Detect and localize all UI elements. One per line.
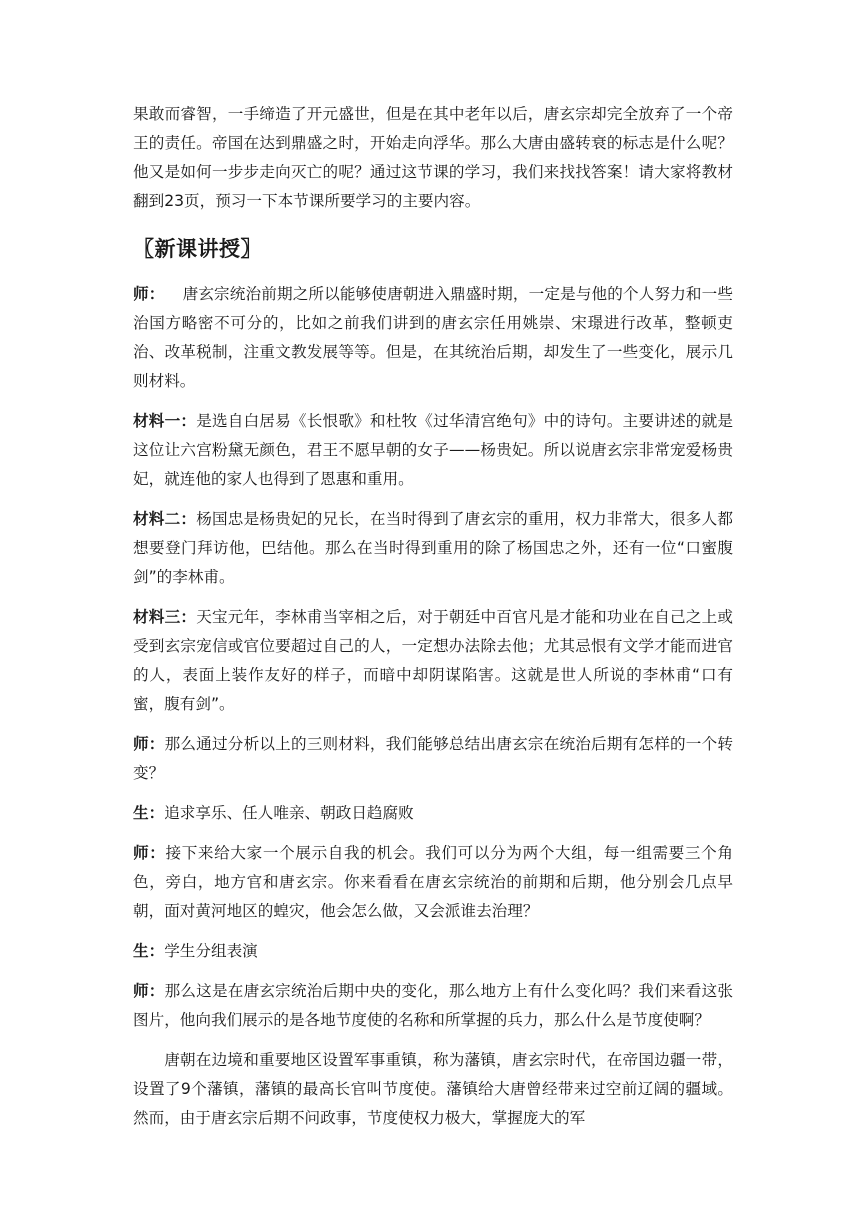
paragraph-text: 追求享乐、任人唯亲、朝政日趋腐败 [164, 804, 414, 822]
closing-paragraph: 唐朝在边境和重要地区设置军事重镇，称为藩镇，唐玄宗时代，在帝国边疆一带，设置了9个藩镇，藩镇的最高长官叫节度使。藩镇给大唐曾经带来过空前辽阔的疆域。然而，由于唐玄宗后期不问政事，节度使权力极大，掌握庞大的军 [133, 1051, 733, 1127]
paragraph-text: 那么这是在唐玄宗统治后期中央的变化，那么地方上有什么变化吗？我们来看这张图片，他向我们展示的是各地节度使的名称和所掌握的兵力，那么什么是节度使啊？ [133, 982, 733, 1029]
teacher-paragraph [133, 977, 733, 1035]
section-heading: 〖新课讲授〗 [133, 237, 262, 261]
speaker-label: 师： [133, 982, 165, 1000]
document-body [133, 100, 733, 1144]
speaker-label: 师： [133, 285, 165, 303]
paragraph-text: 接下来给大家一个展示自我的机会。我们可以分为两个大组，每一组需要三个角色，旁白，地方官和唐玄宗。你来看看在唐玄宗统治的前期和后期，他分别会几点早朝，面对黄河地区的蝗灾，他会怎么做，又会派谁去治理？ [133, 844, 733, 920]
speaker-label: 师： [133, 735, 165, 753]
teacher-paragraph [133, 839, 733, 926]
paragraph-text: 杨国忠是杨贵妃的兄长，在当时得到了唐玄宗的重用，权力非常大，很多人都想要登门拜访他，巴结他。那么在当时得到重用的除了杨国忠之外，还有一位“口蜜腹剑”的李林甫。 [133, 510, 733, 586]
teacher-paragraph [133, 280, 733, 396]
intro-paragraph: 果敢而睿智，一手缔造了开元盛世，但是在其中老年以后，唐玄宗却完全放弃了一个帝王的责任。帝国在达到鼎盛之时，开始走向浮华。那么大唐由盛转衰的标志是什么呢？他又是如何一步步走向灭亡的呢？通过这节课的学习，我们来找找答案！请大家将教材翻到23页，预习一下本节课所要学习的主要内容。 [133, 105, 733, 210]
material-two-paragraph [133, 505, 733, 592]
paragraph-text: 是选自白居易《长恨歌》和杜牧《过华清宫绝句》中的诗句。主要讲述的就是这位让六宫粉黛无颜色，君王不愿早朝的女子——杨贵妃。所以说唐玄宗非常宠爱杨贵妃，就连他的家人也得到了恩惠和重用。 [133, 412, 733, 488]
paragraph-text: 天宝元年，李林甫当宰相之后，对于朝廷中百官凡是才能和功业在自己之上或受到玄宗宠信或官位要超过自己的人，一定想办法除去他；尤其忌恨有文学才能而进官的人，表面上装作友好的样子，而暗中却阴谋陷害。这就是世人所说的李林甫“口有蜜，腹有剑”。 [133, 608, 733, 713]
student-paragraph [133, 799, 733, 828]
speaker-label: 材料一： [133, 412, 197, 430]
speaker-label: 生： [133, 942, 165, 960]
teacher-paragraph [133, 730, 733, 788]
speaker-label: 师： [133, 844, 166, 862]
paragraph-text: 那么通过分析以上的三则材料，我们能够总结出唐玄宗在统治后期有怎样的一个转变？ [133, 735, 733, 782]
material-three-paragraph [133, 603, 733, 719]
speaker-label: 材料三： [133, 608, 197, 626]
paragraph-text: 学生分组表演 [164, 942, 258, 960]
material-one-paragraph [133, 407, 733, 494]
speaker-label: 材料二： [133, 510, 197, 528]
speaker-label: 生： [133, 804, 165, 822]
student-paragraph [133, 937, 733, 966]
paragraph-text: 唐玄宗统治前期之所以能够使唐朝进入鼎盛时期，一定是与他的个人努力和一些治国方略密不可分的，比如之前我们讲到的唐玄宗任用姚崇、宋璟进行改革，整顿吏治、改革税制，注重文教发展等等。但是，在其统治后期，却发生了一些变化，展示几则材料。 [133, 285, 733, 390]
